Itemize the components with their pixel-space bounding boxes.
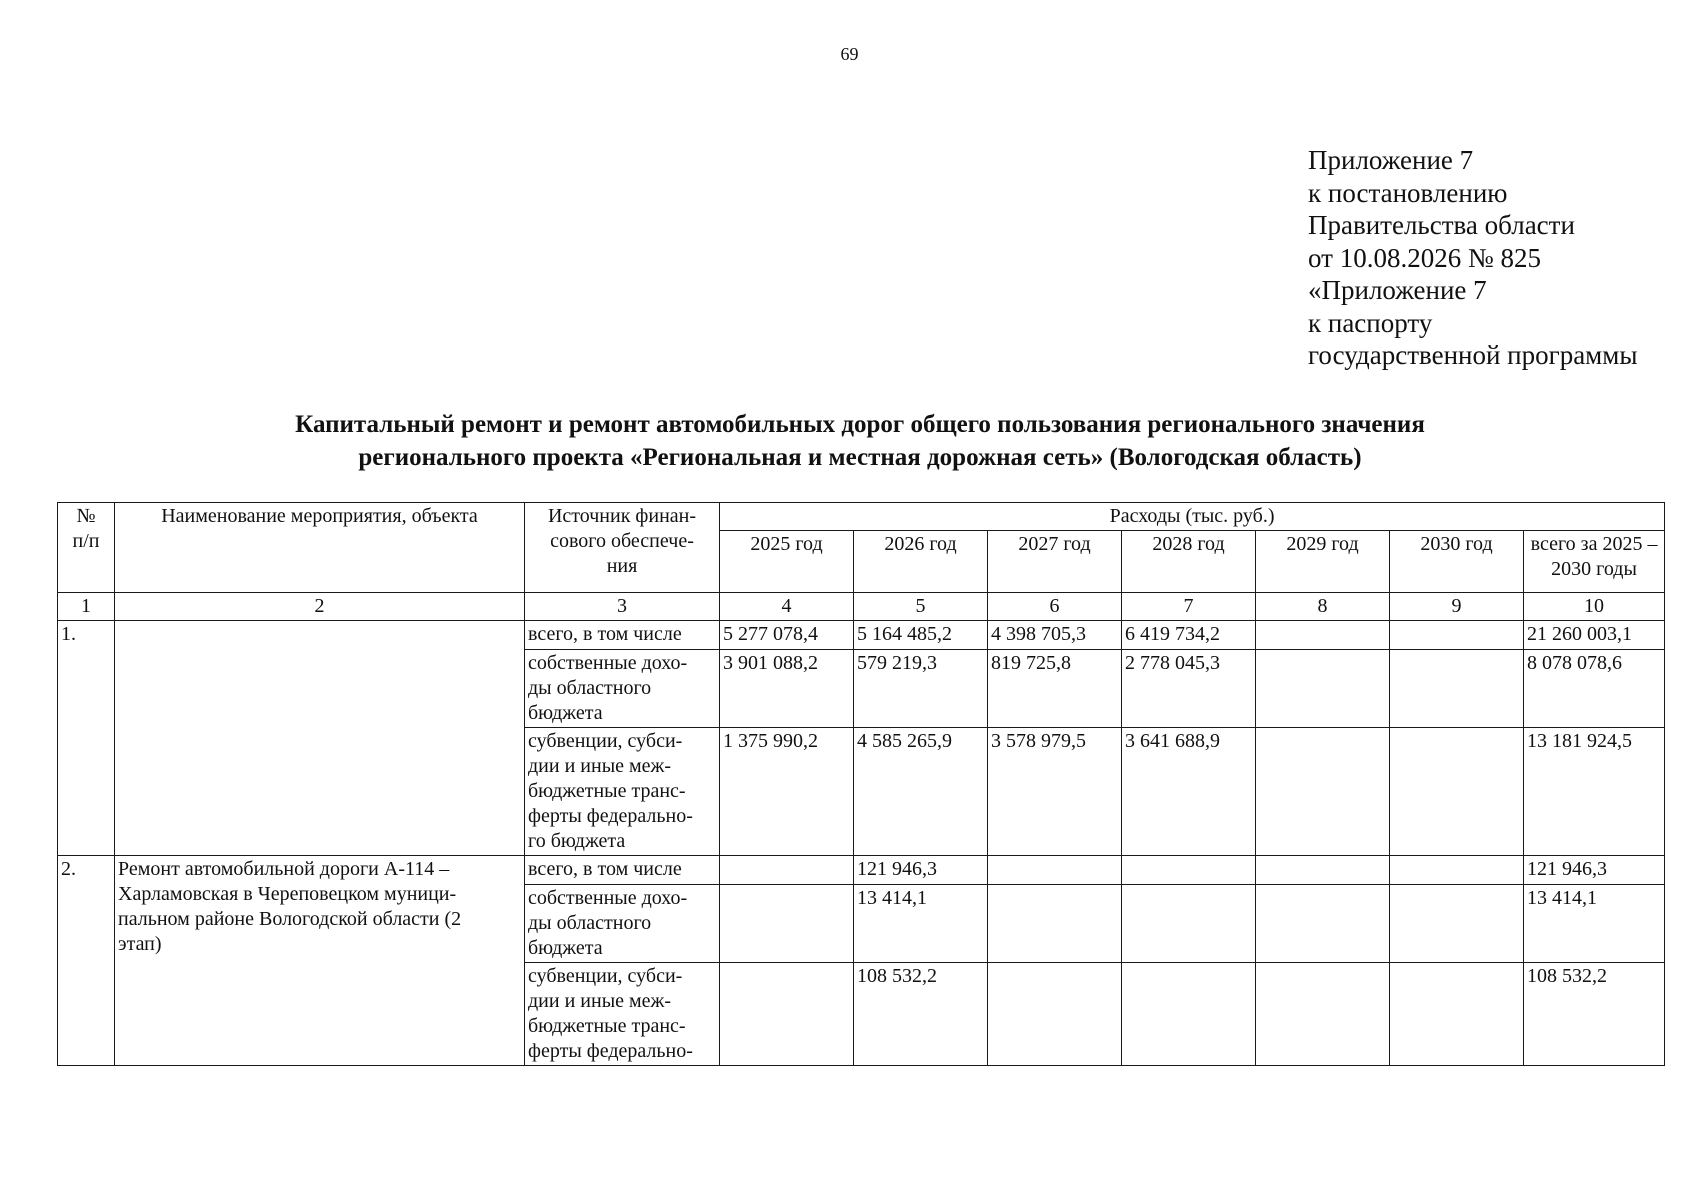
appendix-note [1308,144,1638,372]
value-cell [720,856,854,885]
header-row [58,503,1665,531]
value-cell [1256,885,1390,963]
value-cell: 3 641 688,9 [1122,728,1256,856]
value-cell: 13 181 924,5 [1524,728,1665,856]
value-cell [988,963,1122,1066]
value-cell: 5 164 485,2 [854,621,988,650]
appendix-line: Приложение 7 [1308,145,1474,175]
value-cell: 6 419 734,2 [1122,621,1256,650]
column-number: 9 [1390,593,1524,621]
column-number: 6 [988,593,1122,621]
value-cell [1390,728,1524,856]
source-subventions: субвенции, субси- дии и иные меж- бюджетные транс- ферты федерально- го бюджета [525,728,720,856]
header-expenses: Расходы (тыс. руб.) [720,503,1665,531]
value-cell [1390,885,1524,963]
value-cell [1256,650,1390,728]
value-cell [1390,650,1524,728]
value-cell [1122,885,1256,963]
row-name: Ремонт автомобильной дороги А-114 – Харламовская в Череповецком муници- пальном районе Вологодской области (2 этап) [115,856,525,1066]
value-cell: 108 532,2 [1524,963,1665,1066]
column-numbers-row [58,593,1665,621]
value-cell [988,856,1122,885]
value-cell [1256,728,1390,856]
value-cell: 2 778 045,3 [1122,650,1256,728]
column-number: 4 [720,593,854,621]
header-year: 2028 год [1122,531,1256,593]
title-line-2: регионального проекта «Региональная и местная дорожная сеть» (Вологодская область) [358,444,1362,471]
table-row [58,621,1665,650]
title-line-1: Капитальный ремонт и ремонт автомобильных дорог общего пользования регионального значения [295,411,1425,438]
value-cell [1256,963,1390,1066]
value-cell: 108 532,2 [854,963,988,1066]
column-number: 1 [58,593,115,621]
page-number: 69 [840,44,859,64]
value-cell: 819 725,8 [988,650,1122,728]
source-own: собственные дохо- ды областного бюджета [525,650,720,728]
column-number: 5 [854,593,988,621]
document-title [100,408,1620,474]
row-number: 2. [58,856,115,1066]
value-cell [1122,856,1256,885]
source-total: всего, в том числе [525,621,720,650]
appendix-line: к постановлению [1308,177,1508,208]
value-cell: 4 398 705,3 [988,621,1122,650]
appendix-line: Правительства области [1308,210,1575,240]
column-number: 2 [115,593,525,621]
source-subventions: субвенции, субси- дии и иные меж- бюджетные транс- ферты федерально- [525,963,720,1066]
header-year: 2026 год [854,531,988,593]
value-cell: 3 901 088,2 [720,650,854,728]
header-name: Наименование мероприятия, объекта [115,503,525,593]
value-cell [1390,621,1524,650]
source-own: собственные дохо- ды областного бюджета [525,885,720,963]
header-num: № п/п [58,503,115,593]
value-cell [1122,963,1256,1066]
source-total: всего, в том числе [525,856,720,885]
expenses-table [57,502,1665,1066]
header-year: 2027 год [988,531,1122,593]
value-cell [720,885,854,963]
column-number: 7 [1122,593,1256,621]
header-source: Источник финан- сового обеспече- ния [525,503,720,593]
value-cell [1390,963,1524,1066]
header-year: 2025 год [720,531,854,593]
value-cell [1256,856,1390,885]
column-number: 10 [1524,593,1665,621]
row-number: 1. [58,621,115,856]
value-cell: 13 414,1 [854,885,988,963]
value-cell: 13 414,1 [1524,885,1665,963]
value-cell [1256,621,1390,650]
value-cell [1390,856,1524,885]
value-cell: 121 946,3 [1524,856,1665,885]
appendix-line: к паспорту [1308,307,1433,338]
table-row [58,856,1665,885]
value-cell: 3 578 979,5 [988,728,1122,856]
column-number: 8 [1256,593,1390,621]
appendix-line: «Приложение 7 [1308,275,1487,305]
value-cell: 579 219,3 [854,650,988,728]
value-cell: 4 585 265,9 [854,728,988,856]
appendix-line: от 10.08.2026 № 825 [1308,242,1541,273]
header-total: всего за 2025 – 2030 годы [1524,531,1665,593]
column-number: 3 [525,593,720,621]
value-cell: 121 946,3 [854,856,988,885]
header-year: 2030 год [1390,531,1524,593]
appendix-line: государственной программы [1308,340,1638,370]
row-name [115,621,525,856]
value-cell: 1 375 990,2 [720,728,854,856]
value-cell: 5 277 078,4 [720,621,854,650]
value-cell: 8 078 078,6 [1524,650,1665,728]
header-year: 2029 год [1256,531,1390,593]
value-cell [720,963,854,1066]
value-cell: 21 260 003,1 [1524,621,1665,650]
value-cell [988,885,1122,963]
